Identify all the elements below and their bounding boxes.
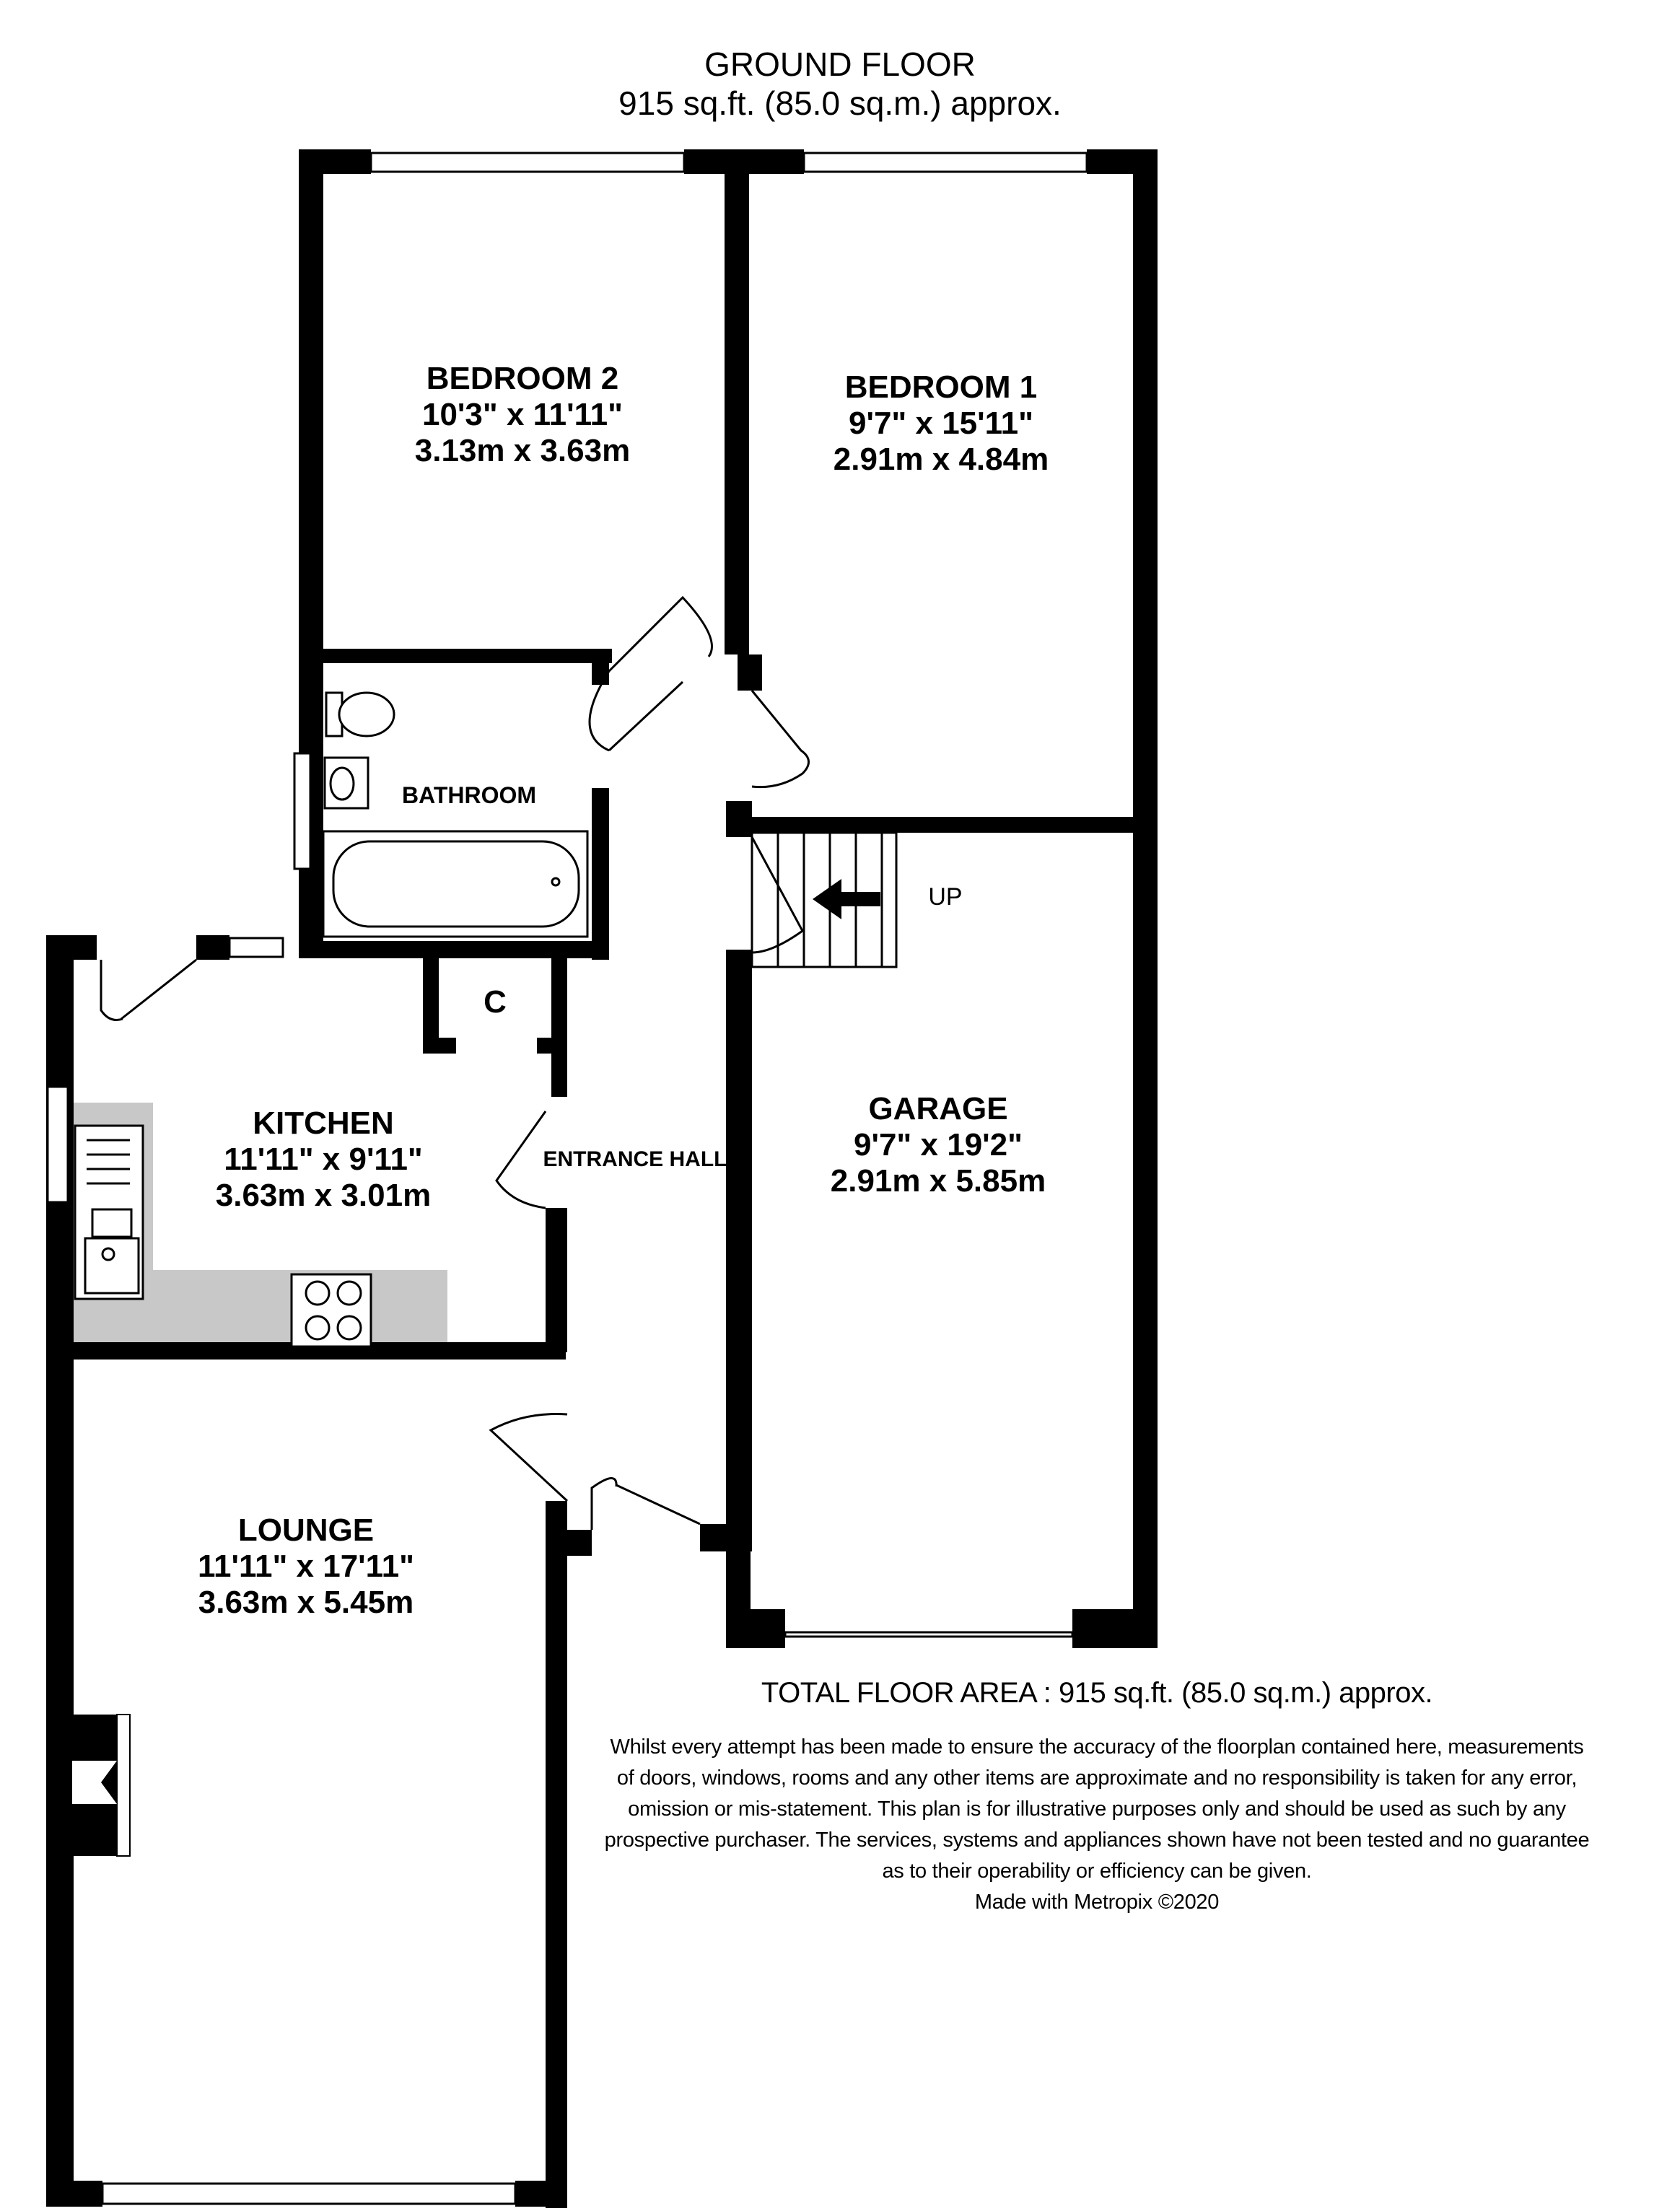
- room-bathroom-name: BATHROOM: [401, 782, 537, 808]
- room-lounge-name: LOUNGE: [237, 1512, 375, 1548]
- room-kitchen-imperial: 11'11" x 9'11": [224, 1142, 423, 1177]
- door-swings: [101, 597, 809, 1530]
- bath-icon: [323, 831, 587, 937]
- hob-icon: [292, 1274, 371, 1347]
- disclaimer-line: Whilst every attempt has been made to ensure the accuracy of the floorplan contained here, measurements: [610, 1735, 1584, 1759]
- room-kitchen-metric: 3.63m x 3.01m: [215, 1178, 432, 1213]
- total-floor-area: TOTAL FLOOR AREA : 915 sq.ft. (85.0 sq.m.) approx.: [761, 1677, 1433, 1709]
- room-lounge-metric: 3.63m x 5.45m: [198, 1585, 414, 1620]
- room-bedroom1-metric: 2.91m x 4.84m: [833, 442, 1049, 477]
- room-garage-name: GARAGE: [868, 1091, 1008, 1126]
- toilet-icon: [326, 693, 394, 736]
- room-bedroom2-metric: 3.13m x 3.63m: [414, 433, 631, 468]
- room-hall-name: ENTRANCE HALL: [543, 1147, 727, 1171]
- sink-icon: [75, 1126, 143, 1299]
- room-bedroom1-imperial: 9'7" x 15'11": [849, 406, 1033, 441]
- room-kitchen-name: KITCHEN: [253, 1106, 394, 1141]
- room-lounge-imperial: 11'11" x 17'11": [197, 1549, 415, 1584]
- stairs-arrow-icon: [813, 879, 880, 919]
- disclaimer-line: omission or mis-statement. This plan is for illustrative purposes only and should be used as such by any: [628, 1798, 1566, 1821]
- disclaimer-line: of doors, windows, rooms and any other items are approximate and no responsibility is taken for any error,: [616, 1766, 1578, 1790]
- stairs-label: UP: [928, 883, 963, 911]
- room-bedroom2-imperial: 10'3" x 11'11": [421, 397, 623, 432]
- room-bedroom1-name: BEDROOM 1: [844, 369, 1038, 405]
- disclaimer-line: prospective purchaser. The services, systems and appliances shown have not been tested and no guarantee: [604, 1829, 1590, 1852]
- disclaimer-line: as to their operability or efficiency can be given.: [882, 1860, 1312, 1883]
- room-cupboard-name: C: [484, 984, 507, 1020]
- credit-line: Made with Metropix ©2020: [974, 1891, 1220, 1914]
- washbasin-icon: [325, 758, 368, 808]
- room-garage-metric: 2.91m x 5.85m: [830, 1163, 1046, 1199]
- room-garage-imperial: 9'7" x 19'2": [854, 1127, 1023, 1163]
- floor-area: 915 sq.ft. (85.0 sq.m.) approx.: [618, 84, 1062, 122]
- room-bedroom2-name: BEDROOM 2: [426, 361, 619, 396]
- floor-title: GROUND FLOOR: [704, 45, 976, 83]
